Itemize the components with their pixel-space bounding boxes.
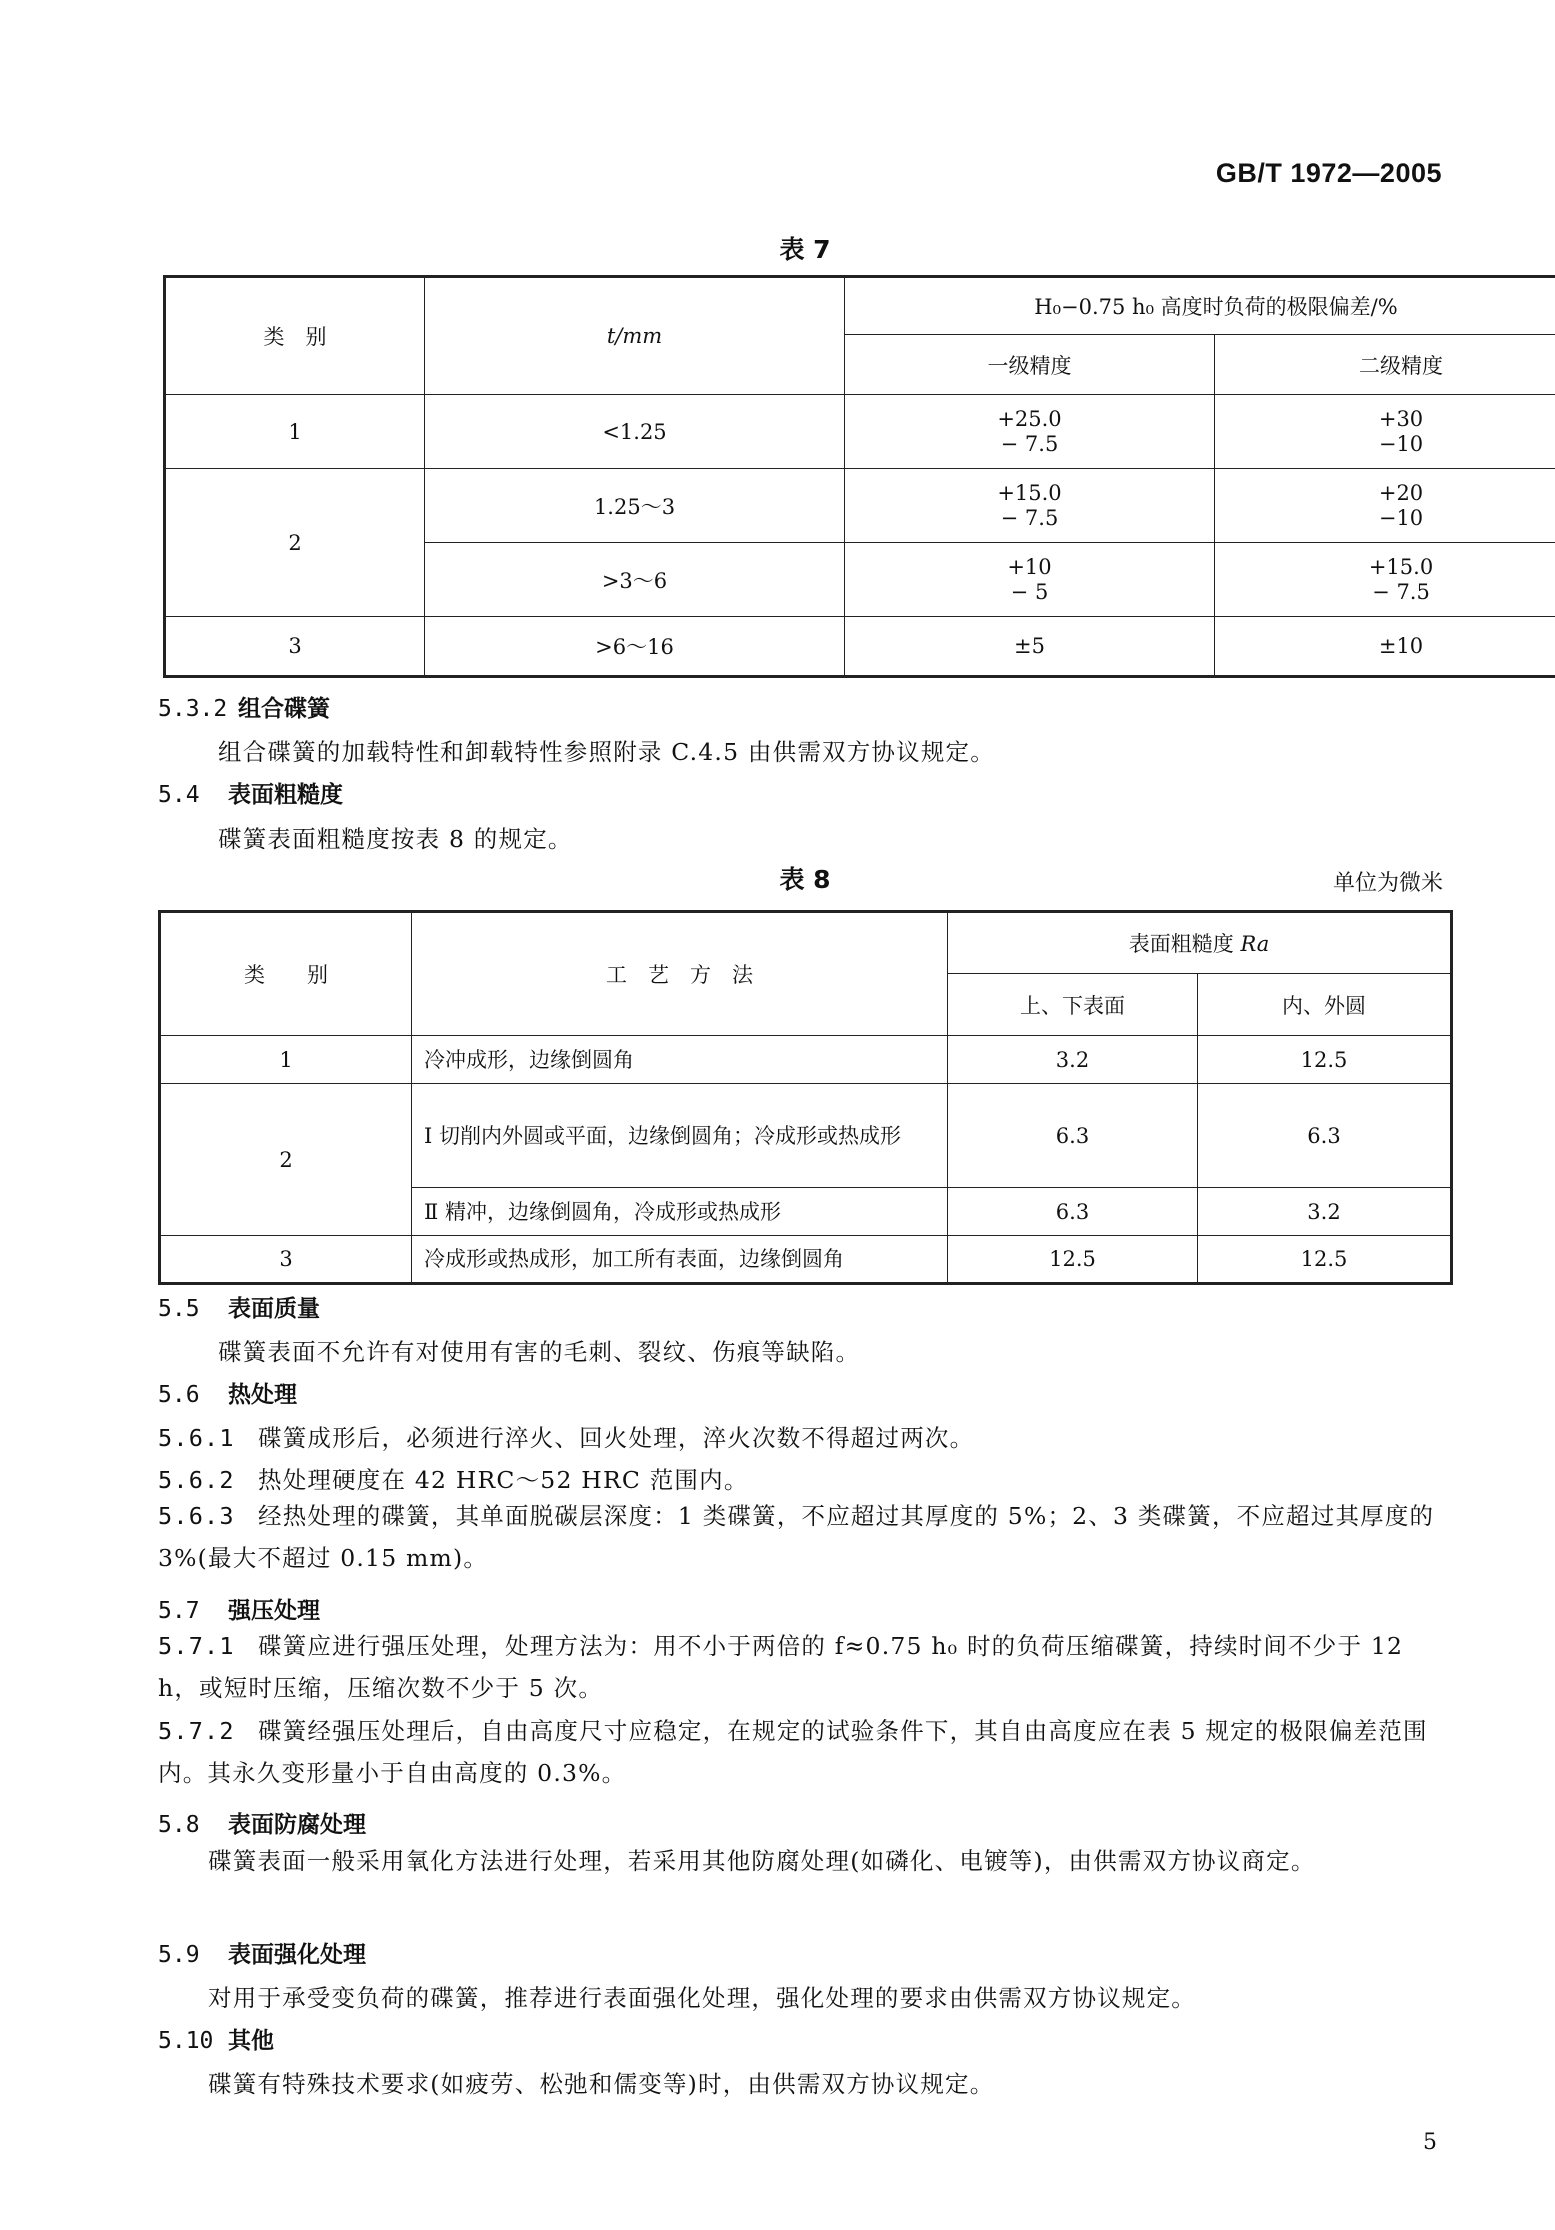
cell-t: >6～16 [425,617,845,677]
table-row [160,1084,1452,1188]
table8 [158,910,1453,1285]
cell-grade1: +15.0 − 7.5 [845,469,1215,543]
table-row [165,469,1555,543]
cell-category: 2 [160,1084,412,1236]
table7-header-grade2: 二级精度 [1215,335,1555,395]
table-row [165,395,1555,469]
cell-category: 2 [165,469,425,617]
cell-circle: 12.5 [1198,1236,1452,1284]
cell-surface: 6.3 [948,1188,1198,1236]
cell-t: 1.25～3 [425,469,845,543]
cell-method: Ⅰ 切削内外圆或平面，边缘倒圆角；冷成形或热成形 [412,1084,948,1188]
cell-method: 冷成形或热成形，加工所有表面，边缘倒圆角 [412,1236,948,1284]
cell-grade2: +30 −10 [1215,395,1555,469]
table-row [160,1236,1452,1284]
cell-method: 冷冲成形，边缘倒圆角 [412,1036,948,1084]
cell-grade2: ±10 [1215,617,1555,677]
cell-circle: 3.2 [1198,1188,1452,1236]
section-5-7-2: 5.7.2 碟簧经强压处理后，自由高度尺寸应稳定，在规定的试验条件下，其自由高度应在表 5 规定的极限偏差范围内。其永久变形量小于自由高度的 0.3%。 [158,1717,1428,1787]
cell-circle: 6.3 [1198,1084,1452,1188]
cell-method: Ⅱ 精冲，边缘倒圆角，冷成形或热成形 [412,1188,948,1236]
table8-header-method: 工 艺 方 法 [412,912,948,1036]
table8-header-group: 表面粗糙度 Ra [948,912,1452,974]
section-5-3-2-text: 组合碟簧的加载特性和卸载特性参照附录 C.4.5 由供需双方协议规定。 [218,738,995,766]
table7-header-t: t/mm [425,277,845,395]
section-5-9-heading: 5.9 表面强化处理 [158,1942,366,1968]
table8-header-category: 类 别 [160,912,412,1036]
cell-surface: 6.3 [948,1084,1198,1188]
section-5-7-1: 5.7.1 碟簧应进行强压处理，处理方法为：用不小于两倍的 f≈0.75 h₀ 时的负荷压缩碟簧，持续时间不少于 12 h，或短时压缩，压缩次数不少于 5 次。 [158,1632,1404,1702]
section-5-5-text: 碟簧表面不允许有对使用有害的毛刺、裂纹、伤痕等缺陷。 [218,1338,861,1366]
cell-category: 1 [160,1036,412,1084]
cell-surface: 12.5 [948,1236,1198,1284]
section-5-6-3: 5.6.3 经热处理的碟簧，其单面脱碳层深度：1 类碟簧，不应超过其厚度的 5%；2、3 类碟簧，不应超过其厚度的 3%(最大不超过 0.15 mm)。 [158,1502,1435,1572]
cell-category: 3 [160,1236,412,1284]
section-5-10-heading: 5.10 其他 [158,2028,274,2054]
cell-category: 1 [165,395,425,469]
cell-circle: 12.5 [1198,1036,1452,1084]
section-5-6-heading: 5.6 热处理 [158,1382,297,1408]
cell-t: >3～6 [425,543,845,617]
table8-unit: 单位为微米 [1332,871,1443,896]
cell-grade2: +15.0 − 7.5 [1215,543,1555,617]
cell-grade1: +25.0 − 7.5 [845,395,1215,469]
cell-grade2: +20 −10 [1215,469,1555,543]
table7-header-grade1: 一级精度 [845,335,1215,395]
cell-category: 3 [165,617,425,677]
section-5-4-heading: 5.4 表面粗糙度 [158,782,343,808]
section-5-10-text: 碟簧有特殊技术要求(如疲劳、松弛和儒变等)时，由供需双方协议规定。 [208,2070,995,2098]
section-5-3-2-heading: 5.3.2 组合碟簧 [158,696,330,722]
section-5-4-text: 碟簧表面粗糙度按表 8 的规定。 [218,825,573,853]
table-row [165,617,1555,677]
standard-number: GB/T 1972—2005 [1215,158,1442,188]
table7-header-category: 类 别 [165,277,425,395]
section-5-9-text: 对用于承受变负荷的碟簧，推荐进行表面强化处理，强化处理的要求由供需双方协议规定。 [208,1984,1196,2012]
section-5-8-text: 碟簧表面一般采用氧化方法进行处理，若采用其他防腐处理(如磷化、电镀等)，由供需双方协议商定。 [208,1847,1316,1875]
section-5-8-heading: 5.8 表面防腐处理 [158,1812,366,1838]
table7-header-group: H₀−0.75 h₀ 高度时负荷的极限偏差/% [845,277,1555,335]
page-number: 5 [1423,2130,1437,2155]
table-row [160,1036,1452,1084]
table8-header-circle: 内、外圆 [1198,974,1452,1036]
table8-caption: 表 8 [779,865,831,894]
table7-caption: 表 7 [779,235,831,264]
table7 [163,275,1555,678]
cell-grade1: ±5 [845,617,1215,677]
cell-t: <1.25 [425,395,845,469]
section-5-7-heading: 5.7 强压处理 [158,1598,320,1624]
section-5-5-heading: 5.5 表面质量 [158,1296,320,1322]
section-5-6-1: 5.6.1 碟簧成形后，必须进行淬火、回火处理，淬火次数不得超过两次。 [158,1424,975,1452]
cell-surface: 3.2 [948,1036,1198,1084]
table8-header-surface: 上、下表面 [948,974,1198,1036]
cell-grade1: +10 − 5 [845,543,1215,617]
section-5-6-2: 5.6.2 热处理硬度在 42 HRC～52 HRC 范围内。 [158,1466,749,1494]
